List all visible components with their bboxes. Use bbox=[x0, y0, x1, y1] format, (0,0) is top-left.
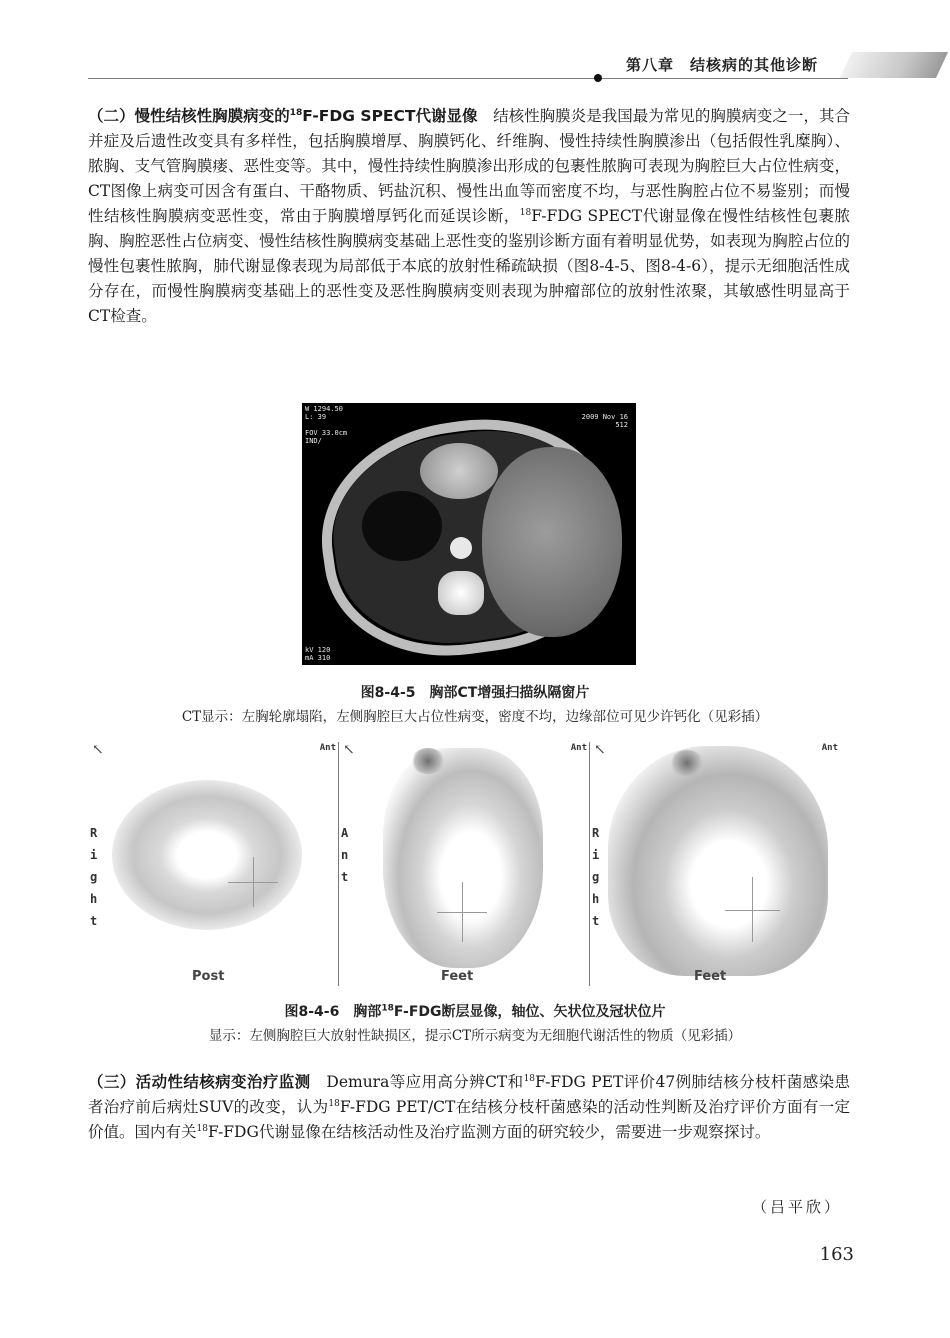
foot-label: Post bbox=[192, 969, 225, 984]
uptake-region bbox=[112, 780, 302, 930]
crosshair-v bbox=[462, 882, 463, 942]
figure-1-caption-text: CT显示：左胸轮廓塌陷，左侧胸腔巨大占位性病变，密度不均，边缘部位可见少许钙化（见彩插） bbox=[181, 709, 769, 725]
author-credit: （吕平欣） bbox=[751, 1198, 842, 1216]
ct-aorta bbox=[450, 537, 472, 559]
body-text: 结核性胸膜炎是我国最为常见的胸膜病变之一，其合并症及后遗性改变具有多样性，包括胸膜增厚、胸膜钙化、纤维胸、慢性持续性胸膜渗出（包括假性乳糜胸）、脓胸、支气管胸膜瘘、恶性变等。其中，慢性持续性胸膜渗出形成的包裹性脓胸可表现为胸腔巨大占位性病变，CT图像上病变可因含有蛋白、干酪物质、钙盐沉积、慢性出血等而密度不均，与恶性胸腔占位不易鉴别；而慢性结核性胸膜病变恶性变，常由于胸膜增厚钙化而延误诊断， bbox=[88, 107, 850, 225]
foot-label: Feet bbox=[441, 969, 474, 984]
ct-spine bbox=[438, 571, 484, 615]
body-text: F-FDG PET/CT在结核分枝杆菌感染的活动性判断及治疗评价方面有一定价值。国内有关 bbox=[88, 1098, 850, 1141]
ct-mass bbox=[482, 447, 622, 637]
ct-overlay-bottom-left: kV 120 mA 310 bbox=[305, 646, 331, 662]
side-label: Right bbox=[592, 826, 600, 928]
side-label: Right bbox=[90, 826, 98, 928]
heading-part: （二）慢性结核性胸膜病变的 bbox=[88, 107, 290, 125]
superscript: 18 bbox=[196, 1123, 208, 1134]
hot-spot bbox=[670, 750, 704, 776]
orientation-arrow-icon: ↖ bbox=[594, 742, 606, 758]
figure-2-caption-text: 显示：左侧胸腔巨大放射性缺损区，提示CT所示病变为无细胞代谢活性的物质（见彩插） bbox=[208, 1028, 742, 1044]
spect-panel-axial bbox=[88, 742, 339, 986]
superscript: 18 bbox=[381, 1003, 394, 1014]
chapter-title: 第八章 结核病的其他诊断 bbox=[625, 56, 818, 74]
foot-label: Feet bbox=[694, 969, 727, 984]
running-header bbox=[88, 52, 858, 82]
orientation-arrow-icon: ↖ bbox=[92, 742, 104, 758]
corner-label: Ant bbox=[319, 743, 336, 753]
section-2-heading bbox=[88, 107, 478, 125]
crosshair-v bbox=[253, 857, 254, 907]
corner-label: Ant bbox=[570, 743, 587, 753]
ct-heart bbox=[420, 443, 498, 499]
side-label: Ant bbox=[341, 826, 349, 884]
superscript: 18 bbox=[289, 107, 303, 118]
superscript: 18 bbox=[519, 207, 532, 218]
heading-part: F-FDG SPECT代谢显像 bbox=[302, 107, 478, 125]
header-rule bbox=[88, 78, 848, 79]
body-text: F-FDG PET评价47例肺结核分枝杆菌感染患者治疗前后病灶SUV的改变，认为 bbox=[88, 1073, 850, 1116]
header-dot bbox=[594, 74, 602, 82]
superscript: 18 bbox=[523, 1073, 536, 1084]
body-text: Demura等应用高分辨CT和 bbox=[310, 1073, 524, 1091]
header-tab-decoration bbox=[840, 52, 948, 78]
body-text: F-FDG代谢显像在结核活动性及治疗监测方面的研究较少，需要进一步观察探讨。 bbox=[207, 1123, 771, 1141]
page-number: 163 bbox=[819, 1244, 854, 1265]
caption-part: F-FDG断层显像，轴位、矢状位及冠状位片 bbox=[393, 1004, 666, 1020]
corner-label: Ant bbox=[821, 743, 838, 753]
section-3-paragraph bbox=[88, 1070, 850, 1145]
crosshair-v bbox=[752, 877, 753, 942]
ct-overlay-top-right: 2009 Nov 16 512 bbox=[581, 413, 628, 429]
body-text: F-FDG SPECT代谢显像在慢性结核性包裹脓胸、胸腔恶性占位病变、慢性结核性胸膜病变基础上恶性变的鉴别诊断方面有着明显优势，如表现为胸腔占位的慢性包裹性脓胸，肺代谢显像表现为局部低于本底的放射性稀疏缺损（图8-4-5、图8-4-6），提示无细胞活性成分存在，而慢性胸膜病变基础上的恶性变及恶性胸膜病变则表现为肿瘤部位的放射性浓聚，其敏感性明显高于CT检查。 bbox=[88, 207, 850, 325]
spect-panel-sagittal bbox=[339, 742, 590, 986]
ct-scan-image bbox=[302, 403, 636, 665]
caption-part: 图8-4-6 胸部 bbox=[284, 1004, 382, 1020]
orientation-arrow-icon: ↖ bbox=[343, 742, 355, 758]
section-3-heading: （三）活动性结核病变治疗监测 bbox=[88, 1073, 311, 1091]
hot-spot bbox=[411, 748, 445, 774]
uptake-region bbox=[608, 746, 828, 976]
spect-panel-coronal bbox=[590, 742, 846, 986]
figure-1-caption-title: 图8-4-5 胸部CT增强扫描纵隔窗片 bbox=[360, 685, 590, 701]
uptake-region bbox=[383, 748, 543, 968]
figure-2-caption-title bbox=[0, 1001, 950, 1021]
ct-overlay-top-left: W 1294.50 L: 39 FOV 33.0cm IND/ bbox=[305, 405, 348, 445]
section-2-paragraph bbox=[88, 104, 850, 329]
superscript: 18 bbox=[328, 1098, 340, 1109]
ct-lung bbox=[362, 491, 442, 561]
